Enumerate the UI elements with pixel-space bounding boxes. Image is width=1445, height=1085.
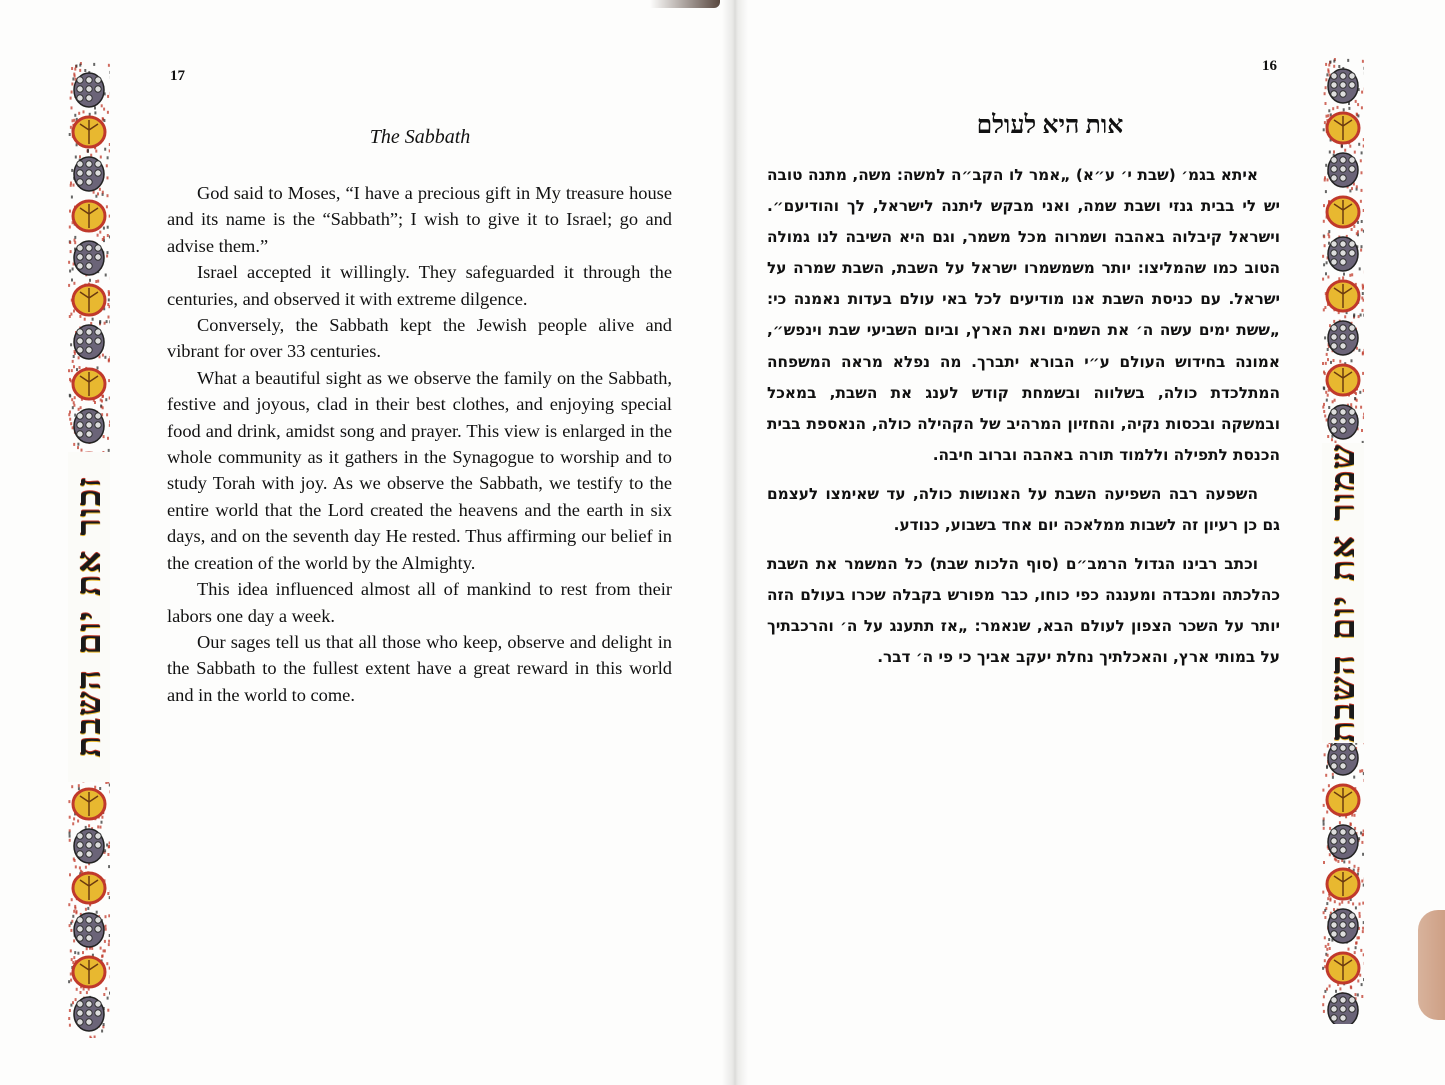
page-number-right: 16 <box>1262 58 1277 74</box>
right-border-calligraphy <box>1322 443 1364 743</box>
right-border-calligraphy-text: שמור את יום השבת <box>1323 443 1363 743</box>
page-number-left: 17 <box>170 68 185 84</box>
page-title-english: The Sabbath <box>369 126 471 148</box>
right-decorative-border <box>1322 58 1364 1024</box>
english-paragraph: What a beautiful sight as we observe the family on the Sabbath, festive and joyous, clad in their best clothes, and enjoying special food and drink, amidst song and prayer. This view is enlarged in the whole community as it gathers in the Synagogue to worship and to study Torah with joy. As we observe the Sabbath, we testify to the entire world that the Lord created the heavens and the earth in six days, and on the seventh day He rested. Thus affirming our belief in the creation of the world by the Almighty. <box>167 367 672 573</box>
book-gutter <box>722 0 748 1085</box>
english-paragraph: Conversely, the Sabbath kept the Jewish people alive and vibrant for over 33 centuries. <box>167 315 672 362</box>
hebrew-body-text <box>767 160 1280 682</box>
binding-shadow <box>650 0 720 8</box>
reader-thumb <box>1418 910 1445 1020</box>
english-paragraph: Israel accepted it willingly. They safeguarded it through the centuries, and observed it with extreme dilgence. <box>167 262 672 309</box>
english-body-text <box>167 180 672 708</box>
english-paragraph: God said to Moses, “I have a precious gift in My treasure house and its name is the “Sabbath”; I wish to give it to Israel; go and advise them.” <box>167 183 672 256</box>
english-paragraph: Our sages tell us that all those who keep, observe and delight in the Sabbath to the fullest extent have a great reward in this world and in the world to come. <box>167 631 672 705</box>
english-paragraph: This idea influenced almost all of mankind to rest from their labors one day a week. <box>167 579 672 626</box>
hebrew-paragraph: איתא בגמ׳ (שבת י׳ ע״א) „אמר לו הקב״ה למשה: משה, מתנה טובה יש לי בבית גנזי ושבת שמה, ואני מבקש ליתנה לישראל, לך והודיעם״. וישראל קיבלוה באהבה ושמרוה מכל משמר, וגם היא השיבה לנו גמולה הטוב כמו שהמליצו: יותר משמשמרו ישראל על השבת, השבת שמרה על ישראל. עם כניסת השבת אנו מודיעים לכל באי עולם בעדות נאמנה כי: „ששת ימים עשה ה׳ את השמים ואת הארץ, וביום השביעי שבת וינפש״, אמונה בחידוש העולם ע״י הבורא יתברך. מה נפלא מראה המשפחה המתלכדת כולה, בשלווה ובשמחת קודש לענג את השבת, במאכל ובמשקה ובכסות נקיה, והחזיון המרהיב של הקהילה כולה, הנאספת בבית הכנסת לתפילה וללמוד תורה באהבה וברוב חיבה. <box>767 166 1280 464</box>
page-title-hebrew: אות היא לעולם <box>976 112 1124 139</box>
left-border-calligraphy <box>68 452 110 782</box>
hebrew-paragraph: השפעה רבה השפיעה השבת על האנושות כולה, עד שאימצו לעצמם גם כן רעיון זה לשבות ממלאכה יום אחד בשבוע, כנודע. <box>767 484 1280 535</box>
left-border-calligraphy-text: זכור את יום השבת <box>69 476 109 758</box>
hebrew-paragraph: וכתב רבינו הגדול הרמב״ם (סוף הלכות שבת) כל המשמר את השבת כהלכתה ומכבדה ומענגה כפי כוחו, כבר מפורש בקבלה שכרו בעולם הזה יותר על השכר הצפון לעולם הבא, שנאמר: „אז תתענג על ה׳ והרכבתיך על במותי ארץ, והאכלתיך נחלת יעקב אביך כי פי ה׳ דבר. <box>767 555 1280 667</box>
left-decorative-border <box>68 62 110 1038</box>
